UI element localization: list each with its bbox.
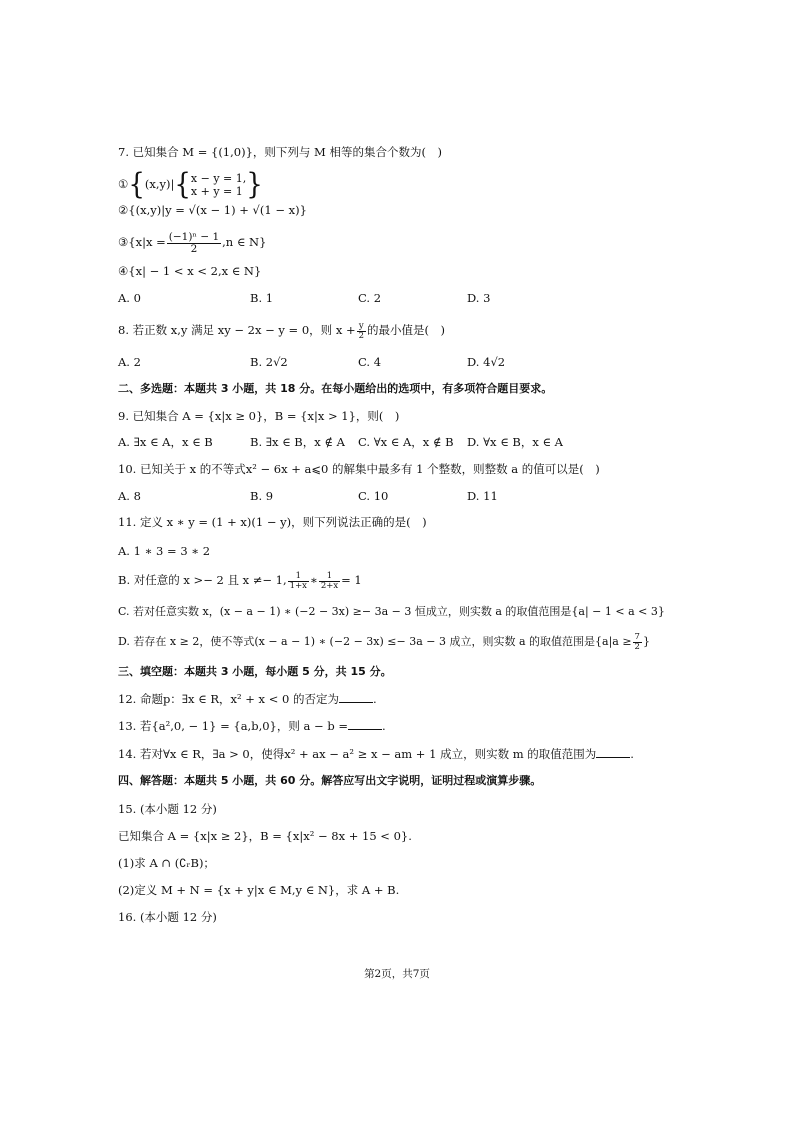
section-3-heading: 三、填空题：本题共 3 小题，每小题 5 分，共 15 分。: [118, 665, 392, 678]
section-2-heading: 二、多选题：本题共 3 小题，共 18 分。在每小题给出的选项中，有多项符合题目要求。: [118, 382, 553, 395]
q7-item3-num: (−1)ⁿ − 1: [168, 230, 220, 243]
q8-stem: [118, 318, 445, 342]
q7-item1-eq2: x + y = 1: [190, 185, 243, 198]
q11-option-b-prefix: B. 对任意的 x >− 2 且 x ≠− 1,: [118, 573, 287, 587]
q9-option-b: B. ∃x ∈ B，x ∉ A: [250, 435, 345, 449]
q12-text: 12. 命题p：∃x ∈ R，x² + x < 0 的否定为: [118, 692, 339, 706]
q11-option-d-num: 7: [634, 631, 640, 642]
q7-stem: 7. 已知集合 M = {(1,0)}，则下列与 M 相等的集合个数为( ): [118, 145, 442, 159]
right-brace: }: [246, 168, 263, 202]
q10-option-c: C. 10: [358, 489, 389, 503]
q10-option-a: A. 8: [118, 489, 141, 503]
q7-item3: [118, 228, 266, 256]
q11-option-b: [118, 568, 362, 592]
q13-suffix: .: [381, 719, 386, 733]
answer-blank: [348, 719, 382, 730]
q8-stem-num: y: [357, 322, 366, 332]
q14: [118, 746, 634, 762]
left-brace: {: [174, 168, 191, 202]
q11-stem: 11. 定义 x ∗ y = (1 + x)(1 − y)，则下列说法正确的是( ): [118, 515, 427, 529]
q11-option-c: C. 若对任意实数 x，(x − a − 1) ∗ (−2 − 3x) ≥− 3a − 3 恒成立，则实数 a 的取值范围是{a| − 1 < a < 3}: [118, 605, 665, 618]
q16-title: 16. (本小题 12 分): [118, 910, 217, 924]
q8-option-b: B. 2√2: [250, 355, 288, 369]
fraction: [357, 322, 366, 341]
q7-item3-den: 2: [190, 242, 198, 255]
q7-option-d: D. 3: [467, 291, 491, 305]
q12: [118, 691, 377, 707]
q9-stem: 9. 已知集合 A = {x|x ≥ 0}，B = {x|x > 1}，则( ): [118, 409, 400, 423]
q15-line-2: (1)求 A ∩ (∁ᵣB)；: [118, 856, 215, 870]
equation-system: [191, 172, 246, 198]
q7-option-c: C. 2: [358, 291, 382, 305]
q7-option-b: B. 1: [250, 291, 274, 305]
q10-stem: 10. 已知关于 x 的不等式x² − 6x + a⩽0 的解集中最多有 1 个整数，则整数 a 的值可以是( ): [118, 462, 600, 476]
q11-option-a: A. 1 ∗ 3 = 3 ∗ 2: [118, 544, 211, 558]
q7-item1: [118, 168, 263, 202]
q11-option-b-f2-num: 1: [319, 572, 340, 582]
q7-item2: ②{(x,y)|y = √(x − 1) + √(1 − x)}: [118, 203, 307, 217]
fraction: [633, 633, 642, 652]
q8-option-d: D. 4√2: [467, 355, 506, 369]
page-footer: 第2页，共7页: [364, 968, 430, 980]
q10-option-b: B. 9: [250, 489, 274, 503]
q7-item3-prefix: ③{x|x =: [118, 235, 166, 249]
q11-option-b-suffix: = 1: [341, 573, 362, 587]
section-4-heading: 四、解答题：本题共 5 小题，共 60 分。解答应写出文字说明，证明过程或演算步骤。: [118, 774, 542, 787]
q10-option-d: D. 11: [467, 489, 498, 503]
q14-suffix: .: [630, 747, 634, 761]
q7-option-a: A. 0: [118, 291, 141, 305]
q11-option-d-prefix: D. 若存在 x ≥ 2，使不等式(x − a − 1) ∗ (−2 − 3x) ≤− 3a − 3 成立，则实数 a 的取值范围是{a|a ≥: [118, 635, 632, 648]
q7-item1-eq1: x − y = 1,: [190, 172, 247, 185]
left-brace: {: [128, 168, 145, 202]
q11-option-d-den: 2: [634, 641, 640, 652]
q13-text: 13. 若{a²,0, − 1} = {a,b,0}，则 a − b =: [118, 719, 348, 733]
q12-suffix: .: [372, 692, 377, 706]
q11-option-d-suffix: }: [642, 635, 650, 648]
q7-item1-prefix: ①: [118, 177, 129, 191]
q11-option-d: [118, 630, 650, 654]
q11-option-b-mid: ∗: [309, 573, 318, 587]
q8-stem-den: 2: [358, 330, 365, 341]
answer-blank: [596, 747, 630, 758]
q7-item4: ④{x| − 1 < x < 2,x ∈ N}: [118, 264, 262, 278]
q11-option-b-f1-den: 1+x: [289, 580, 307, 591]
q11-option-b-f1-num: 1: [288, 572, 309, 582]
q13: [118, 718, 386, 734]
q11-option-b-f2-den: 2+x: [320, 580, 339, 591]
q7-item1-set: (x,y)|: [144, 177, 175, 191]
fraction: [167, 232, 221, 255]
q8-option-c: C. 4: [358, 355, 382, 369]
answer-blank: [339, 692, 373, 703]
q9-option-d: D. ∀x ∈ B，x ∈ A: [467, 435, 563, 449]
q7-item3-suffix: ,n ∈ N}: [222, 235, 267, 249]
q15-line-1: 已知集合 A = {x|x ≥ 2}，B = {x|x² − 8x + 15 < 0}.: [118, 829, 412, 843]
q15-title: 15. (本小题 12 分): [118, 802, 217, 816]
fraction: [288, 572, 309, 591]
q8-option-a: A. 2: [118, 355, 141, 369]
q15-line-3: (2)定义 M + N = {x + y|x ∈ M,y ∈ N}，求 A + B.: [118, 883, 400, 897]
q9-option-a: A. ∃x ∈ A，x ∈ B: [118, 435, 213, 449]
q8-stem-suffix: 的最小值是( ): [367, 323, 446, 337]
q8-stem-prefix: 8. 若正数 x,y 满足 xy − 2x − y = 0，则 x +: [118, 323, 356, 337]
fraction: [319, 572, 340, 591]
q9-option-c: C. ∀x ∈ A，x ∉ B: [358, 435, 454, 449]
q14-text: 14. 若对∀x ∈ R，∃a > 0，使得x² + ax − a² ≥ x − am + 1 成立，则实数 m 的取值范围为: [118, 747, 597, 761]
